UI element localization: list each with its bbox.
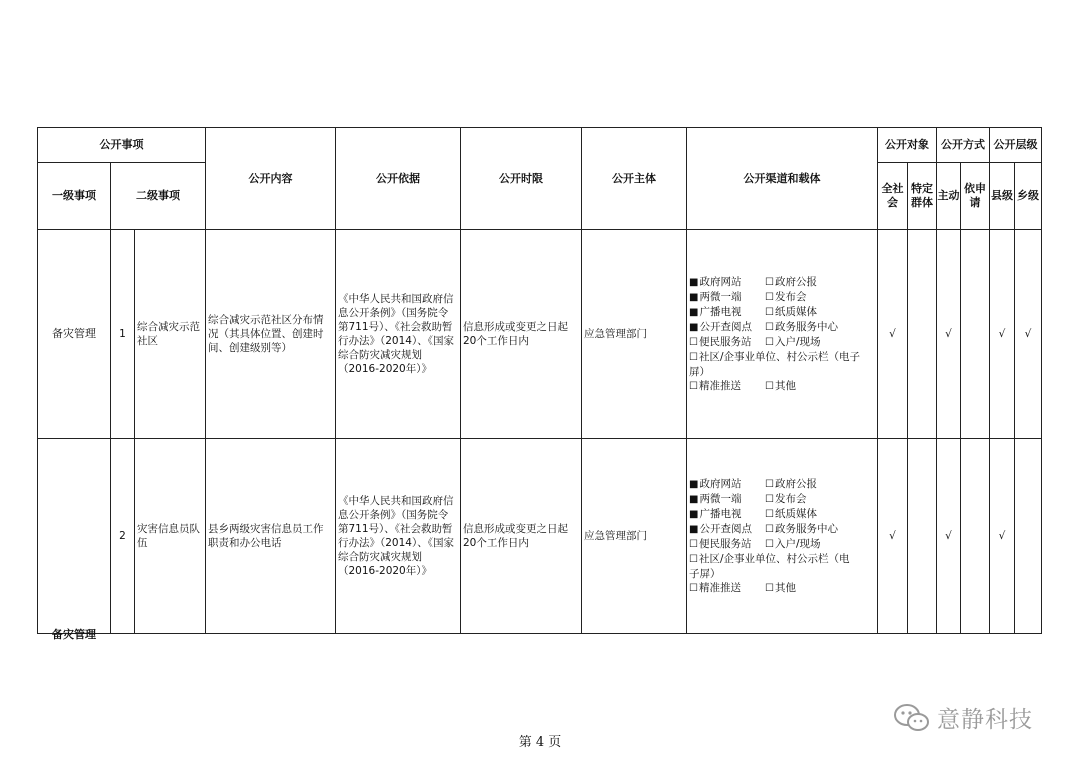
empty-checkbox-icon: ☐ xyxy=(689,553,698,565)
page-number: 第 4 页 xyxy=(518,735,562,750)
watermark xyxy=(893,701,1033,734)
check-level-county: √ xyxy=(990,439,1015,634)
channel-label: 便民服务站 xyxy=(698,537,752,550)
check-target-specific xyxy=(908,230,937,439)
check-method-active: √ xyxy=(937,230,961,439)
filled-checkbox-icon: ■ xyxy=(689,306,699,318)
check-level-town xyxy=(1015,439,1042,634)
channel-label: 精准推送 xyxy=(698,379,741,392)
row-number: 1 xyxy=(111,230,135,439)
header-level: 公开层级 xyxy=(990,128,1042,163)
check-target-all: √ xyxy=(878,230,908,439)
empty-checkbox-icon: ☐ xyxy=(689,380,698,392)
header-time-limit: 公开时限 xyxy=(461,128,582,230)
empty-checkbox-icon: ☐ xyxy=(689,351,698,363)
header-channel: 公开渠道和载体 xyxy=(687,128,878,230)
empty-checkbox-icon: ☐ xyxy=(765,291,774,303)
filled-checkbox-icon: ■ xyxy=(689,321,699,333)
row-channels xyxy=(687,439,878,634)
header-level-county: 县级 xyxy=(990,163,1015,230)
filled-checkbox-icon: ■ xyxy=(689,493,699,505)
row-subject: 应急管理部门 xyxy=(582,439,687,634)
channel-label: 两微一端 xyxy=(699,492,742,505)
row-number: 2 xyxy=(111,439,135,634)
row-level1 xyxy=(38,439,111,634)
check-level-town: √ xyxy=(1015,230,1042,439)
header-level-town: 乡级 xyxy=(1015,163,1042,230)
channel-label: 其他 xyxy=(774,581,796,594)
table-row xyxy=(38,230,1042,439)
filled-checkbox-icon: ■ xyxy=(689,523,699,535)
check-level-county: √ xyxy=(990,230,1015,439)
channel-label: 社区/企事业单位、村公示栏（电子屏） xyxy=(689,350,861,378)
channel-label: 公开查阅点 xyxy=(699,522,752,535)
wechat-icon xyxy=(893,703,931,733)
filled-checkbox-icon: ■ xyxy=(689,291,699,303)
row-content: 综合减灾示范社区分布情况（其具体位置、创建时间、创建级别等） xyxy=(206,230,336,439)
empty-checkbox-icon: ☐ xyxy=(765,380,774,392)
channel-label: 两微一端 xyxy=(699,290,742,303)
empty-checkbox-icon: ☐ xyxy=(765,493,774,505)
channel-label: 政务服务中心 xyxy=(774,320,838,333)
row-time-limit: 信息形成或变更之日起20个工作日内 xyxy=(461,439,582,634)
channel-label: 入户/现场 xyxy=(774,537,821,550)
row-level1: 备灾管理 xyxy=(38,230,111,439)
header-method-apply: 依申请 xyxy=(961,163,990,230)
header-target-specific: 特定群体 xyxy=(908,163,937,230)
row-basis: 《中华人民共和国政府信息公开条例》（国务院令第711号）、《社会救助暂行办法》（2014）、《国家综合防灾减灾规划（2016-2020年）》 xyxy=(336,439,461,634)
row-time-limit: 信息形成或变更之日起20个工作日内 xyxy=(461,230,582,439)
channel-label: 政府网站 xyxy=(699,477,742,490)
header-method: 公开方式 xyxy=(937,128,990,163)
empty-checkbox-icon: ☐ xyxy=(765,321,774,333)
row-level1-continued: 备灾管理 xyxy=(52,628,96,641)
channel-label: 其他 xyxy=(774,379,796,392)
header-subject: 公开主体 xyxy=(582,128,687,230)
row-level2: 灾害信息员队伍 xyxy=(135,439,206,634)
channel-label: 政府公报 xyxy=(774,275,817,288)
empty-checkbox-icon: ☐ xyxy=(765,523,774,535)
filled-checkbox-icon: ■ xyxy=(689,508,699,520)
empty-checkbox-icon: ☐ xyxy=(765,306,774,318)
empty-checkbox-icon: ☐ xyxy=(689,336,698,348)
check-target-specific xyxy=(908,439,937,634)
check-method-apply xyxy=(961,230,990,439)
empty-checkbox-icon: ☐ xyxy=(765,582,774,594)
channel-label: 广播电视 xyxy=(699,507,742,520)
channel-label: 政务服务中心 xyxy=(774,522,838,535)
filled-checkbox-icon: ■ xyxy=(689,478,699,490)
disclosure-table xyxy=(37,127,1042,634)
empty-checkbox-icon: ☐ xyxy=(765,508,774,520)
header-level2: 二级事项 xyxy=(111,163,206,230)
check-target-all: √ xyxy=(878,439,908,634)
check-method-apply xyxy=(961,439,990,634)
row-basis: 《中华人民共和国政府信息公开条例》（国务院令第711号）、《社会救助暂行办法》（2014）、《国家综合防灾减灾规划（2016-2020年）》 xyxy=(336,230,461,439)
empty-checkbox-icon: ☐ xyxy=(765,538,774,550)
channel-label: 广播电视 xyxy=(699,305,742,318)
empty-checkbox-icon: ☐ xyxy=(689,582,698,594)
header-method-active: 主动 xyxy=(937,163,961,230)
empty-checkbox-icon: ☐ xyxy=(765,276,774,288)
empty-checkbox-icon: ☐ xyxy=(689,538,698,550)
row-subject: 应急管理部门 xyxy=(582,230,687,439)
filled-checkbox-icon: ■ xyxy=(689,276,699,288)
channel-label: 入户/现场 xyxy=(774,335,821,348)
header-level1: 一级事项 xyxy=(38,163,111,230)
channel-label: 政府公报 xyxy=(774,477,817,490)
channel-label: 便民服务站 xyxy=(698,335,752,348)
channel-label: 公开查阅点 xyxy=(699,320,752,333)
channel-label: 子屏） xyxy=(689,567,721,580)
empty-checkbox-icon: ☐ xyxy=(765,478,774,490)
channel-label: 社区/企事业单位、村公示栏（电 xyxy=(698,552,850,565)
channel-label: 纸质媒体 xyxy=(774,305,817,318)
row-content: 县乡两级灾害信息员工作职责和办公电话 xyxy=(206,439,336,634)
header-target-all: 全社会 xyxy=(878,163,908,230)
header-basis: 公开依据 xyxy=(336,128,461,230)
header-disclosure-item: 公开事项 xyxy=(38,128,206,163)
channel-label: 发布会 xyxy=(774,492,807,505)
row-level2: 综合减灾示范社区 xyxy=(135,230,206,439)
channel-label: 精准推送 xyxy=(698,581,741,594)
row-channels xyxy=(687,230,878,439)
header-target: 公开对象 xyxy=(878,128,937,163)
channel-label: 纸质媒体 xyxy=(774,507,817,520)
header-content: 公开内容 xyxy=(206,128,336,230)
check-method-active: √ xyxy=(937,439,961,634)
table-row xyxy=(38,439,1042,634)
channel-label: 发布会 xyxy=(774,290,807,303)
empty-checkbox-icon: ☐ xyxy=(765,336,774,348)
watermark-text: 意静科技 xyxy=(937,707,1033,733)
channel-label: 政府网站 xyxy=(699,275,742,288)
